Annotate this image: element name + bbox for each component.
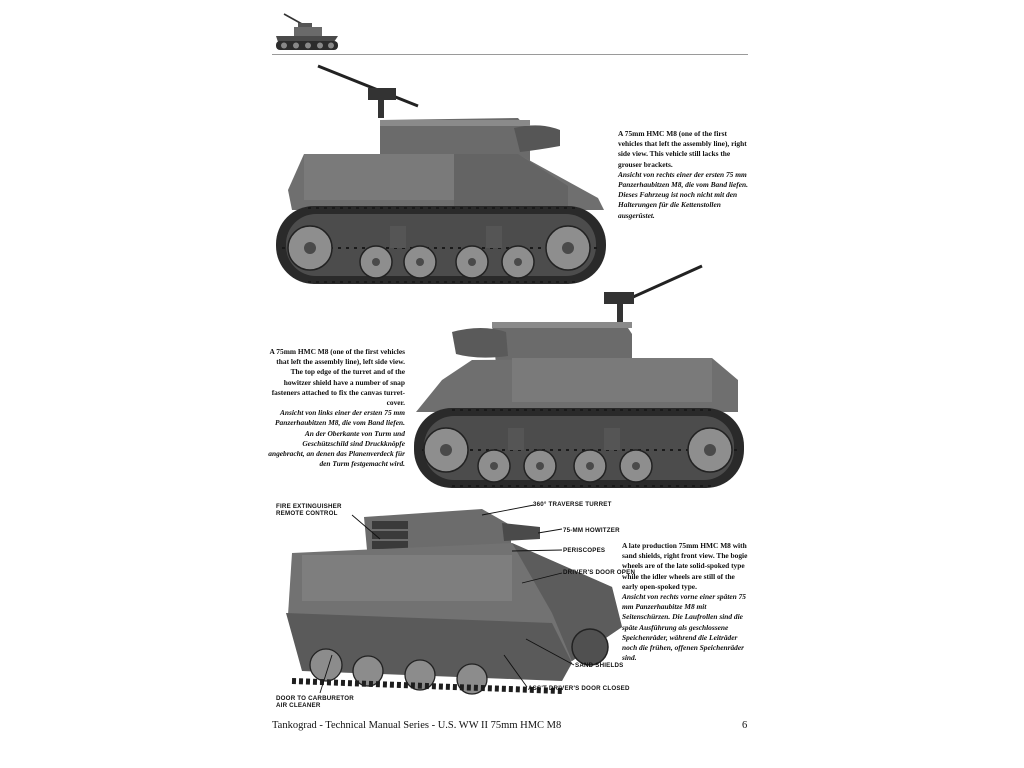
- m8-hmc-left-side-photo: [412, 262, 747, 500]
- callout-asst-drivers-door: ASS'T DRIVER'S DOOR CLOSED: [528, 685, 630, 692]
- footer-title: Tankograd - Technical Manual Series - U.S. WW II 75mm HMC M8: [272, 720, 562, 731]
- caption-en: A late production 75mm HMC M8 with sand shields, right front view. The bogie wheels are of the late solid-spoked type while the idler wheels are still of the early open-spoked type.: [622, 541, 748, 591]
- caption-late-production: [622, 541, 750, 663]
- caption-en: A 75mm HMC M8 (one of the first vehicles that left the assembly line), right side view. This vehicle still lacks the grouser brackets.: [618, 129, 747, 169]
- callout-fire-extinguisher: FIRE EXTINGUISHER REMOTE CONTROL: [276, 503, 342, 518]
- callout-drivers-door: DRIVER'S DOOR OPEN: [563, 569, 636, 576]
- tank-silhouette-icon: [272, 10, 342, 55]
- caption-de: Ansicht von rechts vorne einer späten 75 mm Panzerhaubitze M8 mit Seitenschürzen. Die Laufrollen sind die späte Ausführung als geschlossene Speichenräder, während die Leiträder noch die frühen, offenen Speichenräder sind.: [622, 592, 747, 663]
- caption-left-side: [268, 347, 405, 469]
- caption-de: Ansicht von links einer der ersten 75 mm Panzerhaubitzen M8, die vom Band liefen. An der Oberkante von Turm und Geschützschild sind Druckknöpfe angebracht, an denen das Planenverdeck für den Turm festgemacht wird.: [268, 408, 405, 469]
- callout-periscopes: PERISCOPES: [563, 547, 606, 554]
- header-rule: [272, 54, 748, 55]
- caption-en: A 75mm HMC M8 (one of the first vehicles that left the assembly line), left side view. The top edge of the turret and of the howitzer shield have a number of snap fasteners attached to fix the canvas turret-cover.: [269, 347, 405, 408]
- caption-right-side: [618, 129, 750, 221]
- callout-traverse-turret: 360° TRAVERSE TURRET: [533, 501, 612, 508]
- caption-de: Ansicht von rechts einer der ersten 75 mm Panzerhaubitzen M8, die vom Band liefen. Dieses Fahrzeug ist noch nicht mit den Halterungen für die Kettenstollen ausgerüstet.: [618, 169, 748, 220]
- callout-carburetor-door: DOOR TO CARBURETOR AIR CLEANER: [276, 695, 354, 710]
- callout-sand-shields: SAND SHIELDS: [575, 662, 624, 669]
- callout-howitzer: 75-MM HOWITZER: [563, 527, 620, 534]
- page-number: 6: [742, 720, 748, 731]
